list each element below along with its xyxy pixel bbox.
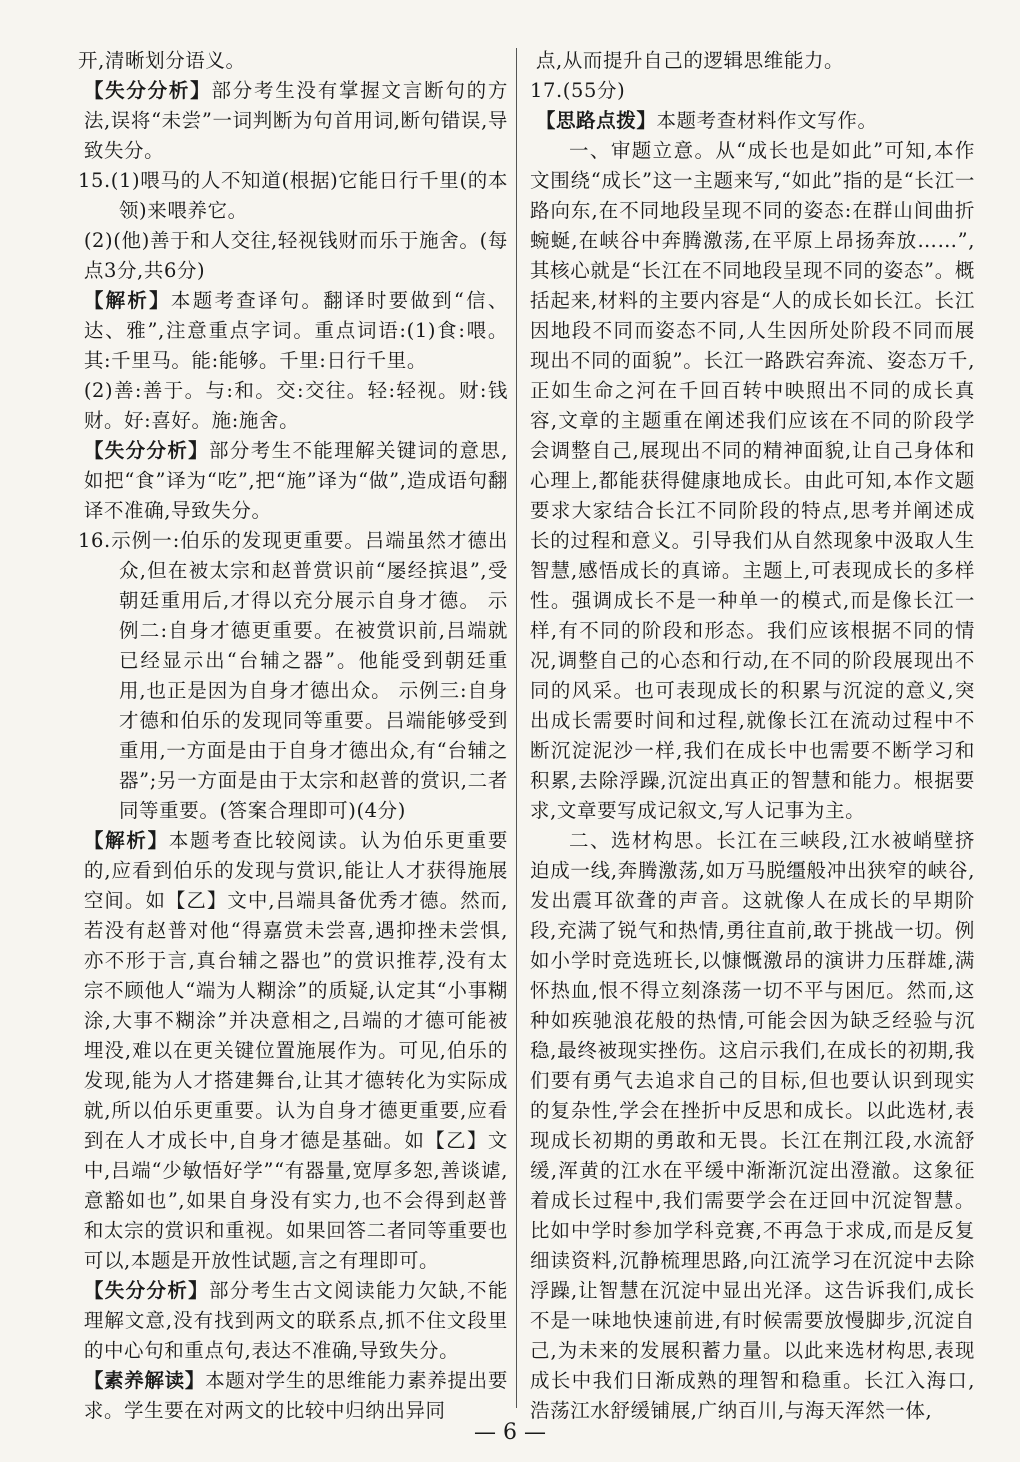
paragraph xyxy=(78,46,508,76)
paragraph-text: 一、审题立意。从“成长也是如此”可知,本作文围绕“成长”这一主题来写,“如此”指的是“长江一路向东,在不同地段呈现不同的姿态:在群山间曲折蜿蜒,在峡谷中奔腾激荡,在平原上昂扬奔放……”,其核心就是“长江在不同地段呈现不同的姿态”。概括起来,材料的主要内容是“人的成长如长江。长江因地段不同而姿态不同,人生因所处阶段不同而展现出不同的面貌”。长江一路跌宕奔流、姿态万千,正如生命之河在千回百转中映照出不同的成长真容,文章的主题重在阐述我们应该在不同的阶段学会调整自己,展现出不同的精神面貌,让自己身体和心理上,都能获得健康地成长。由此可知,本作文题要求大家结合长江不同阶段的特点,思考并阐述成长的过程和意义。引导我们从自然现象中汲取人生智慧,感悟成长的真谛。主题上,可表现成长的多样性。强调成长不是一种单一的模式,而是像长江一样,有不同的阶段和形态。我们应该根据不同的情况,调整自己的心态和行动,在不同的阶段展现出不同的风采。也可表现成长的积累与沉淀的意义,突出成长需要时间和过程,就像长江在流动过程中不断沉淀泥沙一样,我们在成长中也需要不断学习和积累,去除浮躁,沉淀出真正的智慧和能力。根据要求,文章要写成记叙文,写人记事为主。 xyxy=(530,139,975,822)
paragraph xyxy=(530,106,975,136)
paragraph xyxy=(78,166,508,226)
paragraph-text: (2)(他)善于和人交往,轻视钱财而乐于施舍。(每点3分,共6分) xyxy=(83,229,508,282)
paragraph-text: (2)善:善于。与:和。交:交往。轻:轻视。财:钱财。好:喜好。施:施舍。 xyxy=(83,379,508,432)
paragraph xyxy=(530,46,975,76)
paragraph xyxy=(530,76,975,106)
page-number: — 6 — xyxy=(474,1420,546,1445)
paragraph xyxy=(78,286,508,376)
section-tag: 【思路点拨】 xyxy=(535,109,657,132)
paragraph-text: 本题考查译句。翻译时要做到“信、达、雅”,注意重点字词。重点词语:(1)食:喂。其:千里马。能:能够。千里:日行千里。 xyxy=(83,289,508,372)
paragraph xyxy=(78,76,508,166)
paragraph-text: 15.(1)喂马的人不知道(根据)它能日行千里(的本领)来喂养它。 xyxy=(78,169,508,222)
paragraph-text: 部分考生古文阅读能力欠缺,不能理解文意,没有找到两文的联系点,抓不住文段里的中心句和重点句,表达不准确,导致失分。 xyxy=(83,1279,508,1362)
paragraph-text: 本题对学生的思维能力素养提出要求。学生要在对两文的比较中归纳出异同 xyxy=(83,1369,508,1422)
paragraph-text: 部分考生没有掌握文言断句的方法,误将“未尝”一词判断为句首用词,断句错误,导致失分。 xyxy=(83,79,508,162)
paragraph-text: 16.示例一:伯乐的发现更重要。吕端虽然才德出众,但在被太宗和赵普赏识前“屡经摈退”,受朝廷重用后,才得以充分展示自身才德。 示例二:自身才德更重要。在被赏识前,吕端就已经显示出“台辅之器”。他能受到朝廷重用,也正是因为自身才德出众。 示例三:自身才德和伯乐的发现同等重要。吕端能够受到重用,一方面是由于自身才德出众,有“台辅之器”;另一方面是由于太宗和赵普的赏识,二者同等重要。(答案合理即可)(4分) xyxy=(78,529,508,822)
column-divider xyxy=(516,48,517,1408)
paragraph xyxy=(78,526,508,826)
paragraph-text: 开,清晰划分语义。 xyxy=(78,49,246,72)
paragraph-text: 部分考生不能理解关键词的意思,如把“食”译为“吃”,把“施”译为“做”,造成语句翻译不准确,导致失分。 xyxy=(83,439,508,522)
section-tag: 【失分分析】 xyxy=(83,439,210,462)
left-column xyxy=(78,46,508,1426)
paragraph xyxy=(78,1276,508,1366)
paragraph xyxy=(78,826,508,1276)
paragraph-text: 本题考查材料作文写作。 xyxy=(656,109,878,132)
paragraph xyxy=(530,826,975,1426)
paragraph xyxy=(78,1366,508,1426)
section-tag: 【解析】 xyxy=(83,829,169,852)
right-column xyxy=(530,46,975,1426)
paragraph xyxy=(78,436,508,526)
paragraph-text: 17.(55分) xyxy=(530,79,626,102)
paragraph xyxy=(78,376,508,436)
section-tag: 【失分分析】 xyxy=(83,1279,210,1302)
paragraph-text: 二、选材构思。长江在三峡段,江水被峭壁挤迫成一线,奔腾激荡,如万马脱缰般冲出狭窄的峡谷,发出震耳欲聋的声音。这就像人在成长的早期阶段,充满了锐气和热情,勇往直前,敢于挑战一切。例如小学时竞选班长,以慷慨激昂的演讲力压群雄,满怀热血,恨不得立刻涤荡一切不平与困厄。然而,这种如疾驰浪花般的热情,可能会因为缺乏经验与沉稳,最终被现实挫伤。这启示我们,在成长的初期,我们要有勇气去追求自己的目标,但也要认识到现实的复杂性,学会在挫折中反思和成长。以此选材,表现成长初期的勇敢和无畏。长江在荆江段,水流舒缓,浑黄的江水在平缓中渐渐沉淀出澄澈。这象征着成长过程中,我们需要学会在迂回中沉淀智慧。比如中学时参加学科竞赛,不再急于求成,而是反复细读资料,沉静梳理思路,向江流学习在沉淀中去除浮躁,让智慧在沉淀中显出光泽。这告诉我们,成长不是一味地快速前进,有时候需要放慢脚步,沉淀自己,为未来的发展积蓄力量。以此来选材构思,表现成长中我们日渐成熟的理智和稳重。长江入海口,浩荡江水舒缓铺展,广纳百川,与海天浑然一体, xyxy=(530,829,975,1422)
paragraph xyxy=(530,136,975,826)
section-tag: 【解析】 xyxy=(83,289,171,312)
section-tag: 【失分分析】 xyxy=(83,79,212,102)
section-tag: 【素养解读】 xyxy=(83,1369,206,1392)
paragraph xyxy=(78,226,508,286)
paragraph-text: 点,从而提升自己的逻辑思维能力。 xyxy=(535,49,845,72)
paragraph-text: 本题考查比较阅读。认为伯乐更重要的,应看到伯乐的发现与赏识,能让人才获得施展空间。如【乙】文中,吕端具备优秀才德。然而,若没有赵普对他“得嘉赏未尝喜,遇抑挫未尝惧,亦不形于言,真台辅之器也”的赏识推荐,没有太宗不顾他人“端为人糊涂”的质疑,认定其“小事糊涂,大事不糊涂”并决意相之,吕端的才德可能被埋没,难以在更关键位置施展作为。可见,伯乐的发现,能为人才搭建舞台,让其才德转化为实际成就,所以伯乐更重要。认为自身才德更重要,应看到在人才成长中,自身才德是基础。如【乙】文中,吕端“少敏悟好学”“有器量,宽厚多恕,善谈谑,意豁如也”,如果自身没有实力,也不会得到赵普和太宗的赏识和重视。如果回答二者同等重要也可以,本题是开放性试题,言之有理即可。 xyxy=(83,829,508,1272)
